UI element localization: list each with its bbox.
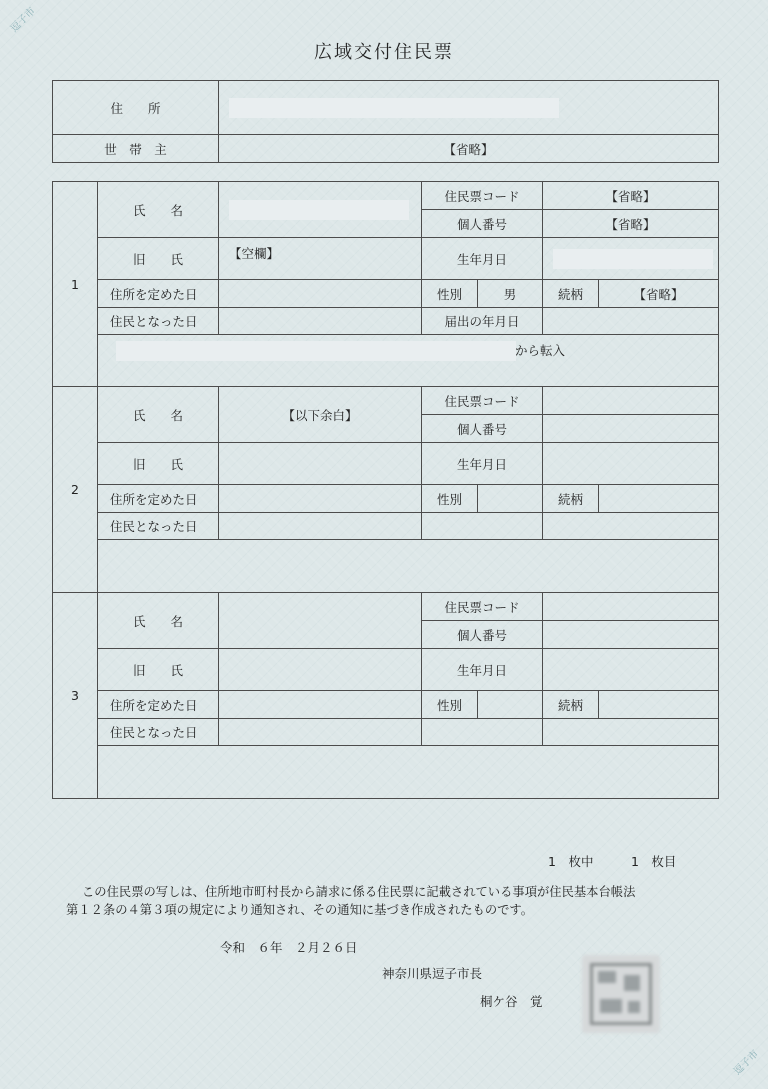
person-3-block	[52, 592, 719, 799]
person-1-personal-number-label: 個人番号	[422, 210, 543, 238]
person-3-birth-date-label: 生年月日	[422, 649, 543, 691]
person-1-former-name-label: 旧 氏	[98, 238, 219, 280]
person-1-address-set-date-value	[219, 280, 422, 308]
person-2-became-resident-date-label: 住民となった日	[98, 513, 219, 540]
person-3-resident-code-label: 住民票コード	[422, 593, 543, 621]
address-redaction	[229, 98, 559, 118]
person-3-personal-number-label: 個人番号	[422, 621, 543, 649]
person-2-notification-date-label	[422, 513, 543, 540]
person-3-gender-value	[478, 691, 543, 719]
head-of-household-label: 世 帯 主	[53, 135, 219, 163]
corner-watermark-bottom-right: 逗子市	[731, 1048, 761, 1078]
person-3-gender-label: 性別	[422, 691, 478, 719]
person-2-gender-value	[478, 485, 543, 513]
person-3-number: 3	[53, 593, 98, 799]
official-seal-mark	[628, 1001, 640, 1013]
person-2-address-set-date-value	[219, 485, 422, 513]
person-2-personal-number-value	[543, 415, 719, 443]
person-2-former-name-label: 旧 氏	[98, 443, 219, 485]
person-3-birth-date-value	[543, 649, 719, 691]
person-3-name-value	[219, 593, 422, 649]
document-title: 広域交付住民票	[314, 42, 454, 63]
person-2-personal-number-label: 個人番号	[422, 415, 543, 443]
issuer-title: 神奈川県逗子市長	[382, 966, 483, 981]
issue-date: 令和 ６年 ２月２６日	[220, 940, 358, 955]
person-1-former-name-value: 【空欄】	[219, 238, 422, 280]
person-1-relationship-value: 【省略】	[599, 280, 719, 308]
statement-line-2: 第１２条の４第３項の規定により通知され、その通知に基づき作成されたものです。	[66, 903, 534, 917]
person-3-address-set-date-label: 住所を定めた日	[98, 691, 219, 719]
person-2-address-set-date-label: 住所を定めた日	[98, 485, 219, 513]
person-2-remarks	[98, 540, 719, 593]
person-1-notification-date-value	[543, 308, 719, 335]
person-2-relationship-value	[599, 485, 719, 513]
person-3-became-resident-date-label: 住民となった日	[98, 719, 219, 746]
person-3-former-name-value	[219, 649, 422, 691]
person-1-birth-date-value	[543, 238, 719, 280]
person-1-relationship-label: 続柄	[543, 280, 599, 308]
person-1-name-label: 氏 名	[98, 182, 219, 238]
person-1-personal-number-value: 【省略】	[543, 210, 719, 238]
issuer-name: 桐ケ谷 覚	[480, 994, 543, 1009]
address-value	[219, 81, 719, 135]
person-1-notification-date-label: 届出の年月日	[422, 308, 543, 335]
person-3-former-name-label: 旧 氏	[98, 649, 219, 691]
person-3-personal-number-value	[543, 621, 719, 649]
person-1-remark-text: から転入	[515, 343, 566, 358]
official-seal	[582, 955, 660, 1033]
head-of-household-value: 【省略】	[219, 135, 719, 163]
person-2-resident-code-label: 住民票コード	[422, 387, 543, 415]
person-1-block	[52, 181, 719, 387]
person-1-name-redaction	[229, 200, 409, 220]
person-3-address-set-date-value	[219, 691, 422, 719]
person-3-remarks	[98, 746, 719, 799]
person-1-number: 1	[53, 182, 98, 387]
official-seal-mark	[624, 975, 640, 991]
person-2-gender-label: 性別	[422, 485, 478, 513]
person-3-relationship-label: 続柄	[543, 691, 599, 719]
person-2-block	[52, 386, 719, 593]
person-2-former-name-value	[219, 443, 422, 485]
person-1-remarks-redaction	[116, 341, 516, 361]
person-2-birth-date-label: 生年月日	[422, 443, 543, 485]
address-label: 住 所	[53, 81, 219, 135]
corner-watermark-top-left: 逗子市	[8, 5, 38, 35]
person-1-birth-date-redaction	[553, 249, 713, 269]
person-3-name-label: 氏 名	[98, 593, 219, 649]
person-3-relationship-value	[599, 691, 719, 719]
page-count: 1 枚中 1 枚目	[548, 854, 677, 869]
person-2-name-value: 【以下余白】	[219, 387, 422, 443]
official-seal-mark	[600, 999, 622, 1013]
person-2-relationship-label: 続柄	[543, 485, 599, 513]
official-seal-mark	[598, 971, 616, 983]
person-2-name-label: 氏 名	[98, 387, 219, 443]
person-1-gender-label: 性別	[422, 280, 478, 308]
person-3-resident-code-value	[543, 593, 719, 621]
person-2-became-resident-date-value	[219, 513, 422, 540]
person-2-number: 2	[53, 387, 98, 593]
person-3-notification-date-value	[543, 719, 719, 746]
statement-line-1: この住民票の写しは、住所地市町村長から請求に係る住民票に記載されている事項が住民基本台帳法	[82, 885, 636, 899]
person-1-address-set-date-label: 住所を定めた日	[98, 280, 219, 308]
person-1-gender-value: 男	[478, 280, 543, 308]
person-2-birth-date-value	[543, 443, 719, 485]
person-1-resident-code-label: 住民票コード	[422, 182, 543, 210]
person-1-became-resident-date-value	[219, 308, 422, 335]
person-1-resident-code-value: 【省略】	[543, 182, 719, 210]
header-table	[52, 80, 719, 163]
person-3-notification-date-label	[422, 719, 543, 746]
person-2-notification-date-value	[543, 513, 719, 540]
person-1-became-resident-date-label: 住民となった日	[98, 308, 219, 335]
person-1-birth-date-label: 生年月日	[422, 238, 543, 280]
person-1-name-value	[219, 182, 422, 238]
person-3-became-resident-date-value	[219, 719, 422, 746]
person-1-remarks	[98, 335, 719, 387]
person-2-resident-code-value	[543, 387, 719, 415]
